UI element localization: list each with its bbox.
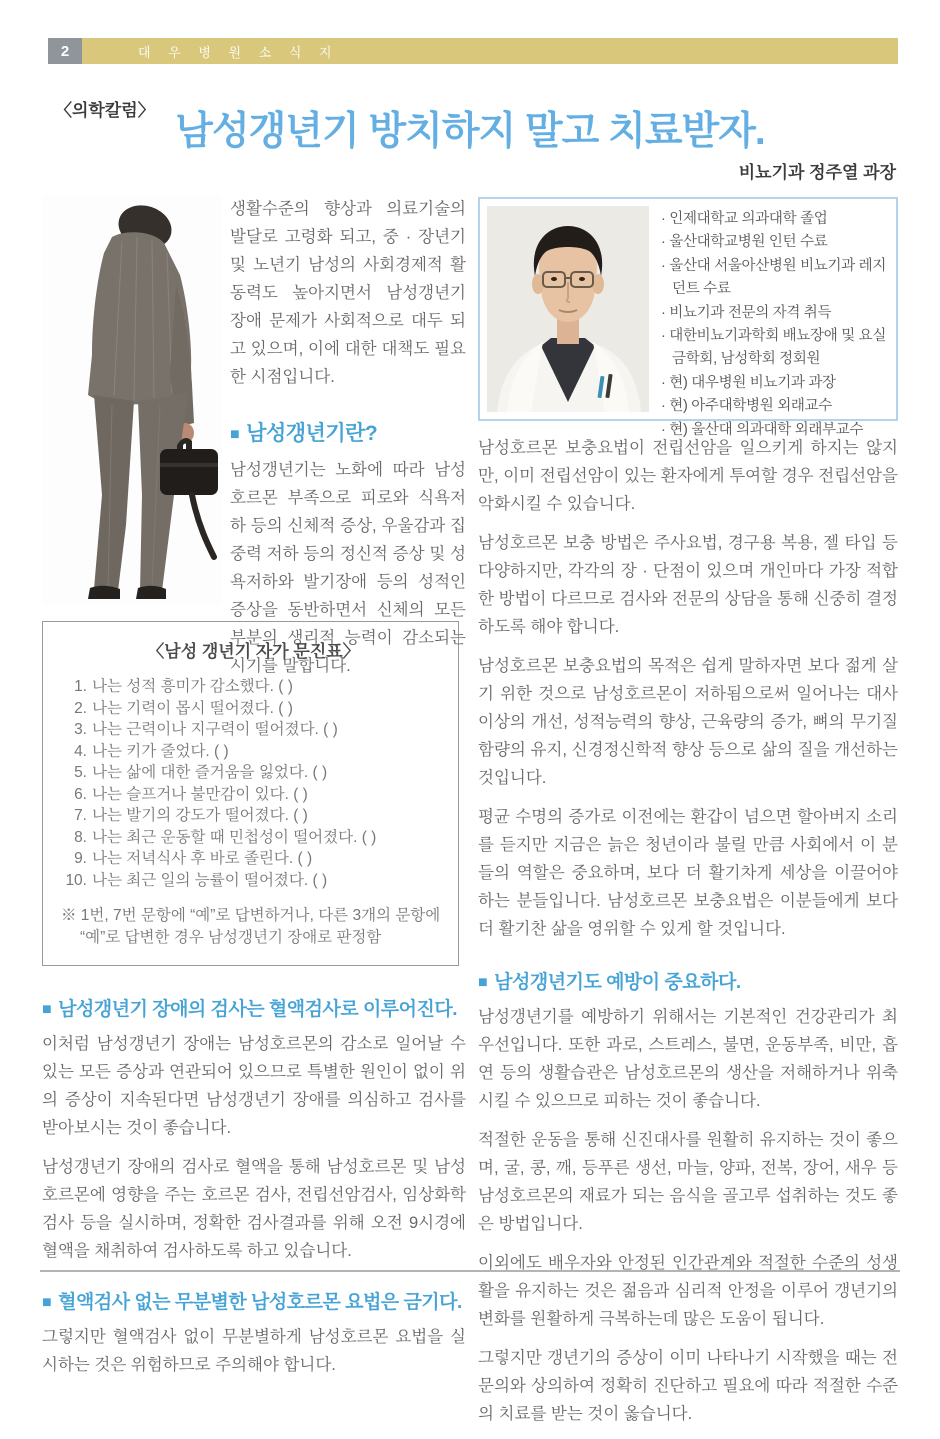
section-bullet-icon: ■ [42, 1294, 52, 1311]
what-is-paragraph: 남성갱년기는 노화에 따라 남성호르몬 부족으로 피로와 식욕저하 등의 신체적 증상, 우울감과 집중력 저하 등의 정신적 증상 및 성욕저하와 발기장애 등의 성적인 증상을 동반하면서 신체의 모든 부분의 생리적 능력이 감소되는 시기를 말합니다. [230, 461, 466, 675]
item-number: 5. [74, 764, 87, 781]
doctor-profile-box [478, 197, 898, 438]
credential-item: · 대한비뇨기과학회 배뇨장애 및 요실금학회, 남성학회 정회원 [661, 328, 887, 368]
item-number: 1. [74, 678, 87, 695]
section-heading-prevention [478, 967, 898, 994]
questionnaire-item [61, 848, 446, 870]
credential-item: · 울산대 서울아산병원 비뇨기과 레지던트 수료 [661, 257, 887, 298]
item-number: 7. [74, 807, 87, 824]
item-text: 나는 근력이나 지구력이 떨어졌다. ( ) [92, 721, 338, 738]
section-heading-label: 남성갱년기도 예방이 중요하다. [494, 972, 741, 993]
questionnaire-title: 〈남성 갱년기 자가 문진표〉 [147, 642, 360, 661]
questionnaire-item [61, 719, 446, 741]
questionnaire-item [61, 784, 446, 806]
item-number: 9. [74, 850, 87, 867]
section-heading-blood-test [42, 994, 466, 1021]
footer-divider [40, 1270, 900, 1272]
item-text: 나는 슬프거나 불만감이 있다. ( ) [92, 785, 308, 803]
therapy-paragraph-1: 남성호르몬 보충요법이 전립선암을 일으키게 하지는 않지만, 이미 전립선암이 있는 환자에게 투여할 경우 전립선암을 악화시킬 수 있습니다. [478, 439, 898, 513]
questionnaire-item [61, 827, 446, 849]
column-label: 〈의학칼럼〉 [55, 101, 155, 120]
byline: 비뇨기과 정주열 과장 [738, 163, 896, 182]
hormone-therapy-paragraphs [478, 434, 898, 943]
item-text: 나는 삶에 대한 즐거움을 잃었다. ( ) [92, 764, 328, 781]
therapy-paragraph-4: 평균 수명의 증가로 이전에는 환갑이 넘으면 할아버지 소리를 듣지만 지금은 늙은 청년이라 불릴 만큼 사회에서 이 분들의 역할은 중요하며, 보다 더 활기차게 세상을 이끌어야 하는 분들입니다. 남성호르몬 보충요법은 이분들에게 보다 더 활기찬 삶을 영위할 수 있게 할 것입니다. [478, 808, 898, 938]
item-text: 나는 기력이 몹시 떨어졌다. ( ) [92, 699, 293, 717]
section-heading-what-is [230, 417, 466, 447]
doctor-photo [487, 206, 649, 412]
businessman-photo [42, 195, 222, 605]
businessman-illustration [42, 195, 222, 605]
credential-item: · 현) 울산대 의과대학 외래부교수 [661, 421, 864, 438]
questionnaire-item [61, 805, 446, 827]
item-number: 8. [74, 828, 87, 846]
doctor-credentials [649, 206, 889, 438]
questionnaire-item [61, 698, 446, 720]
section-heading-label: 혈액검사 없는 무분별한 남성호르몬 요법은 금기다. [58, 1292, 462, 1313]
credential-item: · 울산대학교병원 인턴 수료 [661, 234, 828, 251]
masthead [48, 38, 898, 64]
questionnaire-note: ※ 1번, 7번 문항에 “예”로 답변하거나, 다른 3개의 문항에 “예”로 답변한 경우 남성갱년기 장애로 판정함 [61, 907, 441, 946]
section-bullet-icon: ■ [230, 426, 240, 443]
credential-item: · 인제대학교 의과대학 졸업 [661, 211, 828, 227]
left-column [42, 195, 466, 1379]
item-text: 나는 저녁식사 후 바로 졸린다. ( ) [92, 850, 313, 867]
intro-paragraph: 생활수준의 향상과 의료기술의 발달로 고령화 되고, 중 · 장년기 및 노년기 남성의 사회경제적 활동력도 높아지면서 남성갱년기 장애 문제가 사회적으로 대두 되고 있으며, 이에 대한 대책도 필요한 시점입니다. [230, 200, 466, 386]
item-number: 6. [74, 785, 87, 803]
section-bullet-icon: ■ [42, 1001, 52, 1018]
blood-test-paragraph-2: 남성갱년기 장애의 검사로 혈액을 통해 남성호르몬 및 남성호르몬에 영향을 주는 호르몬 검사, 전립선암검사, 임상화학검사 등을 실시하며, 정확한 검사결과를 위해 오전 9시경에 혈액을 채취하여 검사하도록 하고 있습니다. [42, 1158, 466, 1260]
prevention-paragraph-4: 그렇지만 갱년기의 증상이 이미 나타나기 시작했을 때는 전문의와 상의하여 정확히 진단하고 필요에 따라 적절한 수준의 치료를 받는 것이 옳습니다. [478, 1349, 898, 1423]
section-heading-warning [42, 1287, 466, 1314]
section-heading-label: 남성갱년기란? [246, 422, 378, 445]
prevention-paragraph-2: 적절한 운동을 통해 신진대사를 원활히 유지하는 것이 좋으며, 굴, 콩, 깨, 등푸른 생선, 마늘, 양파, 전복, 장어, 새우 등 남성호르몬의 재료가 되는 음식을 골고루 섭취하는 것도 좋은 방법입니다. [478, 1131, 898, 1233]
item-number: 3. [74, 721, 87, 738]
credential-item: · 현) 아주대학병원 외래교수 [661, 398, 833, 415]
section-heading-label: 남성갱년기 장애의 검사는 혈액검사로 이루어진다. [58, 999, 458, 1020]
therapy-paragraph-2: 남성호르몬 보충 방법은 주사요법, 경구용 복용, 젤 타입 등 다양하지만, 각각의 장 · 단점이 있으며 개인마다 가장 적합한 방법이 다르므로 검사와 전문의 상담을 통해 신중히 결정하도록 해야 합니다. [478, 534, 898, 636]
right-column [478, 197, 898, 1439]
item-text: 나는 키가 줄었다. ( ) [92, 742, 229, 760]
questionnaire-item [61, 870, 446, 892]
item-text: 나는 발기의 강도가 떨어졌다. ( ) [92, 807, 308, 824]
masthead-title: 대 우 병 원 소 식 지 [82, 38, 898, 64]
item-text: 나는 성적 흥미가 감소했다. ( ) [92, 678, 293, 695]
item-number: 2. [74, 699, 87, 717]
therapy-paragraph-3: 남성호르몬 보충요법의 목적은 쉽게 말하자면 보다 젊게 살기 위한 것으로 남성호르몬이 저하됨으로써 일어나는 대사이상의 개선, 성적능력의 향상, 근육량의 증가, 뼈의 무기질 함량의 유지, 신경정신학적 향상 등으로 삶의 질을 개선하는 것입니다. [478, 657, 898, 787]
page-number: 2 [48, 38, 82, 64]
prevention-paragraph-3: 이외에도 배우자와 안정된 인간관계와 적절한 수준의 성생활을 유지하는 것은 젊음과 심리적 안정을 이루어 갱년기의 변화를 원활하게 극복하는데 많은 도움이 됩니다. [478, 1254, 898, 1328]
credential-item: · 비뇨기과 전문의 자격 취득 [661, 304, 832, 321]
credential-item: · 현) 대우병원 비뇨기과 과장 [661, 374, 836, 391]
doctor-portrait-illustration [487, 206, 649, 412]
warning-paragraph: 그렇지만 혈액검사 없이 무분별하게 남성호르몬 요법을 실시하는 것은 위험하므로 주의해야 합니다. [42, 1328, 466, 1374]
item-number: 10. [65, 871, 87, 889]
questionnaire-item [61, 741, 446, 763]
article-title: 남성갱년기 방치하지 말고 치료받자. [175, 110, 765, 153]
prevention-paragraph-1: 남성갱년기를 예방하기 위해서는 기본적인 건강관리가 최우선입니다. 또한 과로, 스트레스, 불면, 운동부족, 비만, 흡연 등의 생활습관은 남성호르몬의 생산을 저해하거나 위축시킬 수 있으므로 피하는 것이 좋습니다. [478, 1008, 898, 1110]
section-bullet-icon: ■ [478, 974, 488, 991]
item-number: 4. [74, 742, 87, 760]
item-text: 나는 최근 운동할 때 민첩성이 떨어졌다. ( ) [92, 828, 377, 846]
questionnaire-item [61, 762, 446, 784]
blood-test-paragraph-1: 이처럼 남성갱년기 장애는 남성호르몬의 감소로 일어날 수 있는 모든 증상과 연관되어 있으므로 특별한 원인이 없이 위의 증상이 지속된다면 남성갱년기 장애를 의심하고 검사를 받아보시는 것이 좋습니다. [42, 1035, 466, 1137]
item-text: 나는 최근 일의 능률이 떨어졌다. ( ) [92, 871, 328, 889]
